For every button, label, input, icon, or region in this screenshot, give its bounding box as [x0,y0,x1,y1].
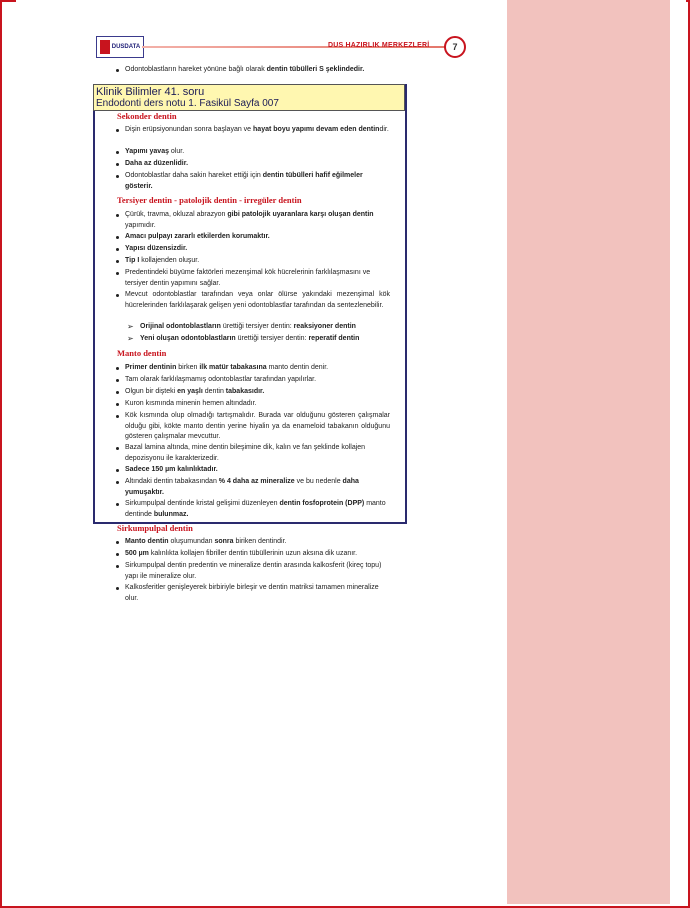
dusdata-logo [96,36,144,58]
logo-mark-icon [100,40,110,54]
text-bold: tabakasıdır. [225,388,265,395]
text-bold: Yapısı düzensizdir. [125,245,188,252]
page-number: 7 [444,36,466,58]
text: Kuron kısmında minenin hemen altındadır. [125,400,257,407]
text: Sirkumpulpal dentin predentin ve mineralize dentin arasında kalkosferit (kireç topu) yapı ile mineralize olur. [125,562,382,580]
logo-text: DUSDATA [111,43,141,50]
manto-bullet-6 [125,443,390,464]
text-bold: Sadece 150 µm kalınlıktadır. [125,466,218,473]
text: dentin [202,388,226,395]
tersiyer-bullet-1 [125,210,390,231]
intro-bullet-text: Odontoblastların hareket yönüne bağlı olarak [125,66,267,73]
manto-bullet-1 [125,363,390,374]
text-bold: Orijinal odontoblastların [140,323,221,330]
reference-tooltip [93,84,405,111]
text: kollajenden oluşur. [139,257,200,264]
text: ürettiği tersiyer dentin: [235,335,309,342]
text-bold: Amacı pulpayı zararlı etkilerden korumaktır. [125,233,270,240]
tooltip-line-1: Klinik Bilimler 41. soru [96,86,205,98]
text-bold: dentin fosfoprotein (DPP) [279,500,365,507]
heading-sirkumpulpal: Sirkumpulpal dentin [117,523,193,533]
text-bold: Tip I [125,257,140,264]
text: Altındaki dentin tabakasından [125,478,219,485]
text: yapımıdır. [125,221,156,229]
tersiyer-bullet-6 [125,290,390,311]
header-title: DUS HAZIRLIK MERKEZLERİ [328,42,430,49]
sirkumpulpal-bullet-3 [125,561,390,582]
text-bold: en yaşlı [177,388,203,395]
text-bold: Manto dentin [125,538,169,545]
manto-bullet-2 [125,375,390,386]
tersiyer-arrow-1 [127,322,390,332]
text-bold: hayat boyu yapımı devam eden dentin [253,126,380,133]
text-bold: reperatif dentin [308,335,360,342]
text: Bazal lamina altında, mine dentin bileşimine dik, kalın ve fan şeklinde kollajen depozisyonu ile karakterizedir. [125,444,366,462]
manto-bullet-7 [125,465,390,476]
text: birken [176,364,200,371]
text-bold: daha yumuşaktır. [125,478,359,496]
arrow-right-icon: ➢ [127,334,134,343]
text: Predentindeki büyüme faktörleri mezenşimal kök hücrelerinin farklılaşmasını ve tersiyer dentin yapımını sağlar. [125,269,371,287]
text-bold: ilk matür tabakasına [199,364,267,371]
text-bold: Yeni oluşan odontoblastların [140,335,236,342]
side-panel [507,0,670,904]
text: Odontoblastlar daha sakin hareket ettiği için [125,172,263,179]
text-bold: % 4 daha az mineralize [218,478,295,485]
text: dir. [379,126,389,133]
tersiyer-bullet-5 [125,268,390,289]
text-bold: Primer dentinin [125,364,177,371]
manto-bullet-8 [125,477,390,498]
text: olur. [168,148,185,155]
text-bold: gibi patolojik uyaranlara karşı oluşan dentin [227,211,374,218]
text: oluşumundan [168,538,215,545]
tersiyer-bullet-3 [125,244,390,255]
tersiyer-bullet-2 [125,232,390,243]
text: Çürük, travma, okluzal abrazyon [125,211,228,218]
text-bold: bulunmaz. [153,510,189,518]
arrow-right-icon: ➢ [127,322,134,331]
text: ürettiği tersiyer dentin: [220,323,294,330]
tersiyer-arrow-2 [127,334,390,344]
sirkumpulpal-bullet-4 [125,583,390,604]
intro-bullet-bold: dentin tübülleri S şeklindedir. [266,66,365,73]
manto-bullet-9 [125,499,390,520]
text: Kalkosferitler genişleyerek birbiriyle birleşir ve dentin matriksi tamamen mineralize olur. [125,584,379,602]
sekonder-bullet-4 [125,171,390,192]
text: biriken dentindir. [233,538,287,545]
text: manto dentin denir. [266,364,329,371]
text-bold: Daha az düzenlidir. [125,160,189,167]
manto-bullet-4 [125,399,390,410]
text: ve bu nedenle [294,478,343,485]
text-bold: 500 µm [125,550,149,557]
sirkumpulpal-bullet-1 [125,537,390,548]
intro-bullet [125,65,390,76]
text: Dişin erüpsiyonundan sonra başlayan ve [125,126,254,133]
text: kalınlıkta kollajen fibriller dentin tübüllerinin uzun aksına dik uzanır. [148,550,358,557]
tooltip-line-2: Endodonti ders notu 1. Fasikül Sayfa 007 [96,98,279,109]
side-gutter [670,0,686,904]
text: Mevcut odontoblastlar tarafından veya onlar ölürse yakındaki mezenşimal kök hücrelerinden farklılaşarak gelişen yeni odontoblastlar tarafından da sentezlenebilir. [125,291,390,309]
text-bold: reaksiyoner dentin [293,323,356,330]
heading-sekonder: Sekonder dentin [117,111,177,121]
text: Kök kısmında olup olmadığı tartışmalıdır. Burada var olduğunu gösteren çalışmalar olduğu gibi, kökte manto dentin yerine hiyalin ya da enameloid tabakanın olduğunu gösteren çalışmalar mevcuttur. [125,412,390,440]
sirkumpulpal-bullet-2 [125,549,390,560]
text-bold: sonra [214,538,234,545]
sekonder-bullet-1 [125,125,390,136]
heading-manto: Manto dentin [117,348,167,358]
tersiyer-bullet-4 [125,256,390,267]
sekonder-bullet-3 [125,159,390,170]
manto-bullet-3 [125,387,390,398]
text-bold: dentin tübülleri hafif eğilmeler gösterir. [125,172,363,190]
text: manto dentinde [125,500,386,518]
manto-bullet-5 [125,411,390,443]
sekonder-bullet-2 [125,147,390,158]
text-bold: Yapımı yavaş [125,148,169,155]
text: Olgun bir dişteki [125,388,178,395]
heading-tersiyer: Tersiyer dentin - patolojik dentin - irregüler dentin [117,195,302,205]
text: Sirkumpulpal dentinde kristal gelişimi düzenleyen [125,500,280,507]
text: Tam olarak farklılaşmamış odontoblastlar tarafından yapılırlar. [125,376,317,383]
